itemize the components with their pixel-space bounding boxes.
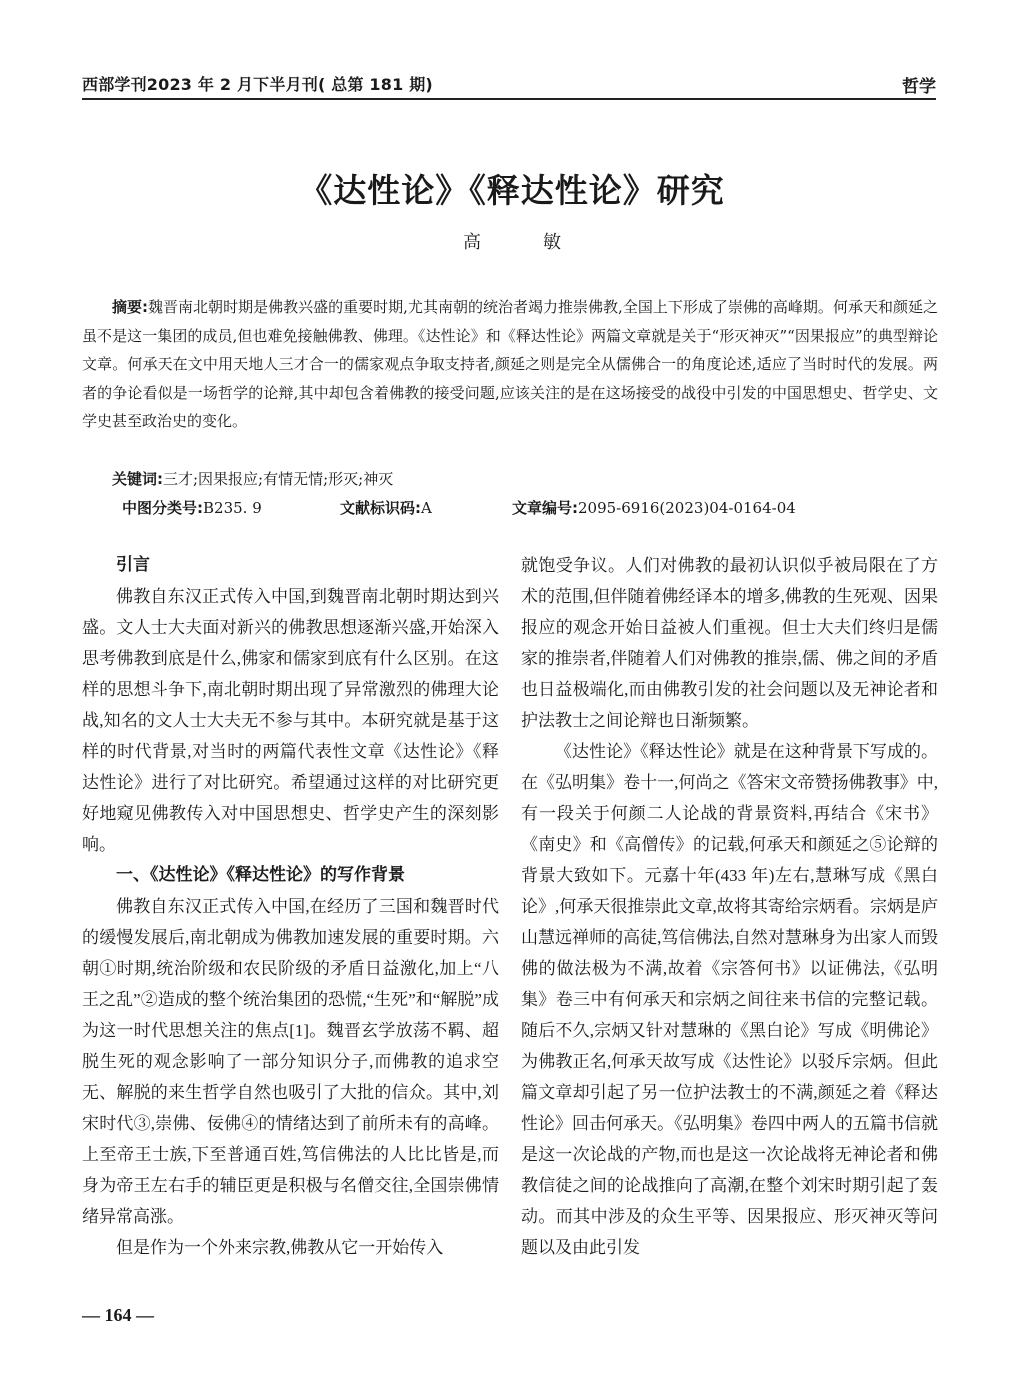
keywords-label: 关键词:	[112, 470, 163, 488]
keywords	[82, 465, 938, 494]
abstract-label: 摘要:	[112, 298, 149, 316]
abstract-text: 魏晋南北朝时期是佛教兴盛的重要时期,尤其南朝的统治者竭力推崇佛教,全国上下形成了崇佛的高峰期。何承天和颜延之虽不是这一集团的成员,但也难免接触佛教、佛理。《达性论》和《释达性论》两篇文章就是关于“形灭神灭”“因果报应”的典型辩论文章。何承天在文中用天地人三才合一的儒家观点争取支持者,颜延之则是完全从儒佛合一的角度论述,适应了当时时代的发展。两者的争论看似是一场哲学的论辩,其中却包含着佛教的接受问题,应该关注的是在这场接受的战役中引发的中国思想史、哲学史、文学史甚至政治史的变化。	[82, 298, 938, 430]
running-header	[82, 70, 936, 100]
section-heading-intro: 引言	[116, 555, 150, 575]
document-code: 文献标识码:A	[340, 499, 432, 517]
section-heading-1: 一、《达性论》《释达性论》的写作背景	[116, 865, 405, 885]
body-column-left	[82, 550, 499, 1263]
body-paragraph: 但是作为一个外来宗教,佛教从它一开始传入	[116, 1238, 444, 1257]
article-number: 文章编号:2095-6916(2023)04-0164-04	[512, 499, 796, 517]
keywords-text: 三才;因果报应;有情无情;形灭;神灭	[163, 470, 394, 488]
clc-number: 中图分类号:B235. 9	[122, 499, 262, 517]
body-column-right	[521, 550, 938, 1263]
body-paragraph: 就饱受争议。人们对佛教的最初认识似乎被局限在了方术的范围,但伴随着佛经译本的增多,佛教的生死观、因果报应的观念开始日益被人们重视。但士大夫们终归是儒家的推崇者,伴随着人们对佛教的推崇,儒、佛之间的矛盾也日益极端化,而由佛教引发的社会问题以及无神论者和护法教士之间论辩也日渐频繁。	[521, 556, 938, 730]
journal-issue: 西部学刊2023 年 2 月下半月刊( 总第 181 期)	[82, 75, 433, 94]
body-paragraph: 佛教自东汉正式传入中国,到魏晋南北朝时期达到兴盛。文人士大夫面对新兴的佛教思想逐渐兴盛,开始深入思考佛教到底是什么,佛家和儒家到底有什么区别。在这样的思想斗争下,南北朝时期出现了异常激烈的佛理大论战,知名的文人士大夫无不参与其中。本研究就是基于这样的时代背景,对当时的两篇代表性文章《达性论》《释达性论》进行了对比研究。希望通过这样的对比研究更好地窥见佛教传入对中国思想史、哲学史产生的深刻影响。	[82, 587, 499, 854]
section-label: 哲学	[902, 77, 936, 97]
author-name: 高 敏	[463, 232, 583, 253]
body-paragraph: 佛教自东汉正式传入中国,在经历了三国和魏晋时代的缓慢发展后,南北朝成为佛教加速发展的重要时期。六朝①时期,统治阶级和农民阶级的矛盾日益激化,加上“八王之乱”②造成的整个统治集团的恐慌,“生死”和“解脱”成为这一时代思想关注的焦点[1]。魏晋玄学放荡不羁、超脱生死的观念影响了一部分知识分子,而佛教的追求空无、解脱的来生哲学自然也吸引了大批的信众。其中,刘宋时代③,崇佛、佞佛④的情绪达到了前所未有的高峰。上至帝王士族,下至普通百姓,笃信佛法的人比比皆是,而身为帝王左右手的辅臣更是积极与名僧交往,全国崇佛情绪异常高涨。	[82, 897, 499, 1226]
body-paragraph: 《达性论》《释达性论》就是在这种背景下写成的。在《弘明集》卷十一,何尚之《答宋文帝赞扬佛教事》中,有一段关于何颜二人论战的背景资料,再结合《宋书》《南史》和《高僧传》的记载,何承天和颜延之⑤论辩的背景大致如下。元嘉十年(433 年)左右,慧琳写成《黑白论》,何承天很推崇此文章,故将其寄给宗炳看。宗炳是庐山慧远禅师的高徒,笃信佛法,自然对慧琳身为出家人而毁佛的做法极为不满,故着《宗答何书》以证佛法,《弘明集》卷三中有何承天和宗炳之间往来书信的完整记载。随后不久,宗炳又针对慧琳的《黑白论》写成《明佛论》为佛教正名,何承天故写成《达性论》以驳斥宗炳。但此篇文章却引起了另一位护法教士的不满,颜延之着《释达性论》回击何承天。《弘明集》卷四中两人的五篇书信就是这一次论战的产物,而也是这一次论战将无神论者和佛教信徒之间的论战推向了高潮,在整个刘宋时期引起了轰动。而其中涉及的众生平等、因果报应、形灭神灭等问题以及由此引发	[521, 742, 938, 1257]
article-title: 《达性论》《释达性论》研究	[299, 171, 725, 210]
abstract	[82, 293, 938, 436]
page-number: — 164 —	[82, 1305, 154, 1325]
